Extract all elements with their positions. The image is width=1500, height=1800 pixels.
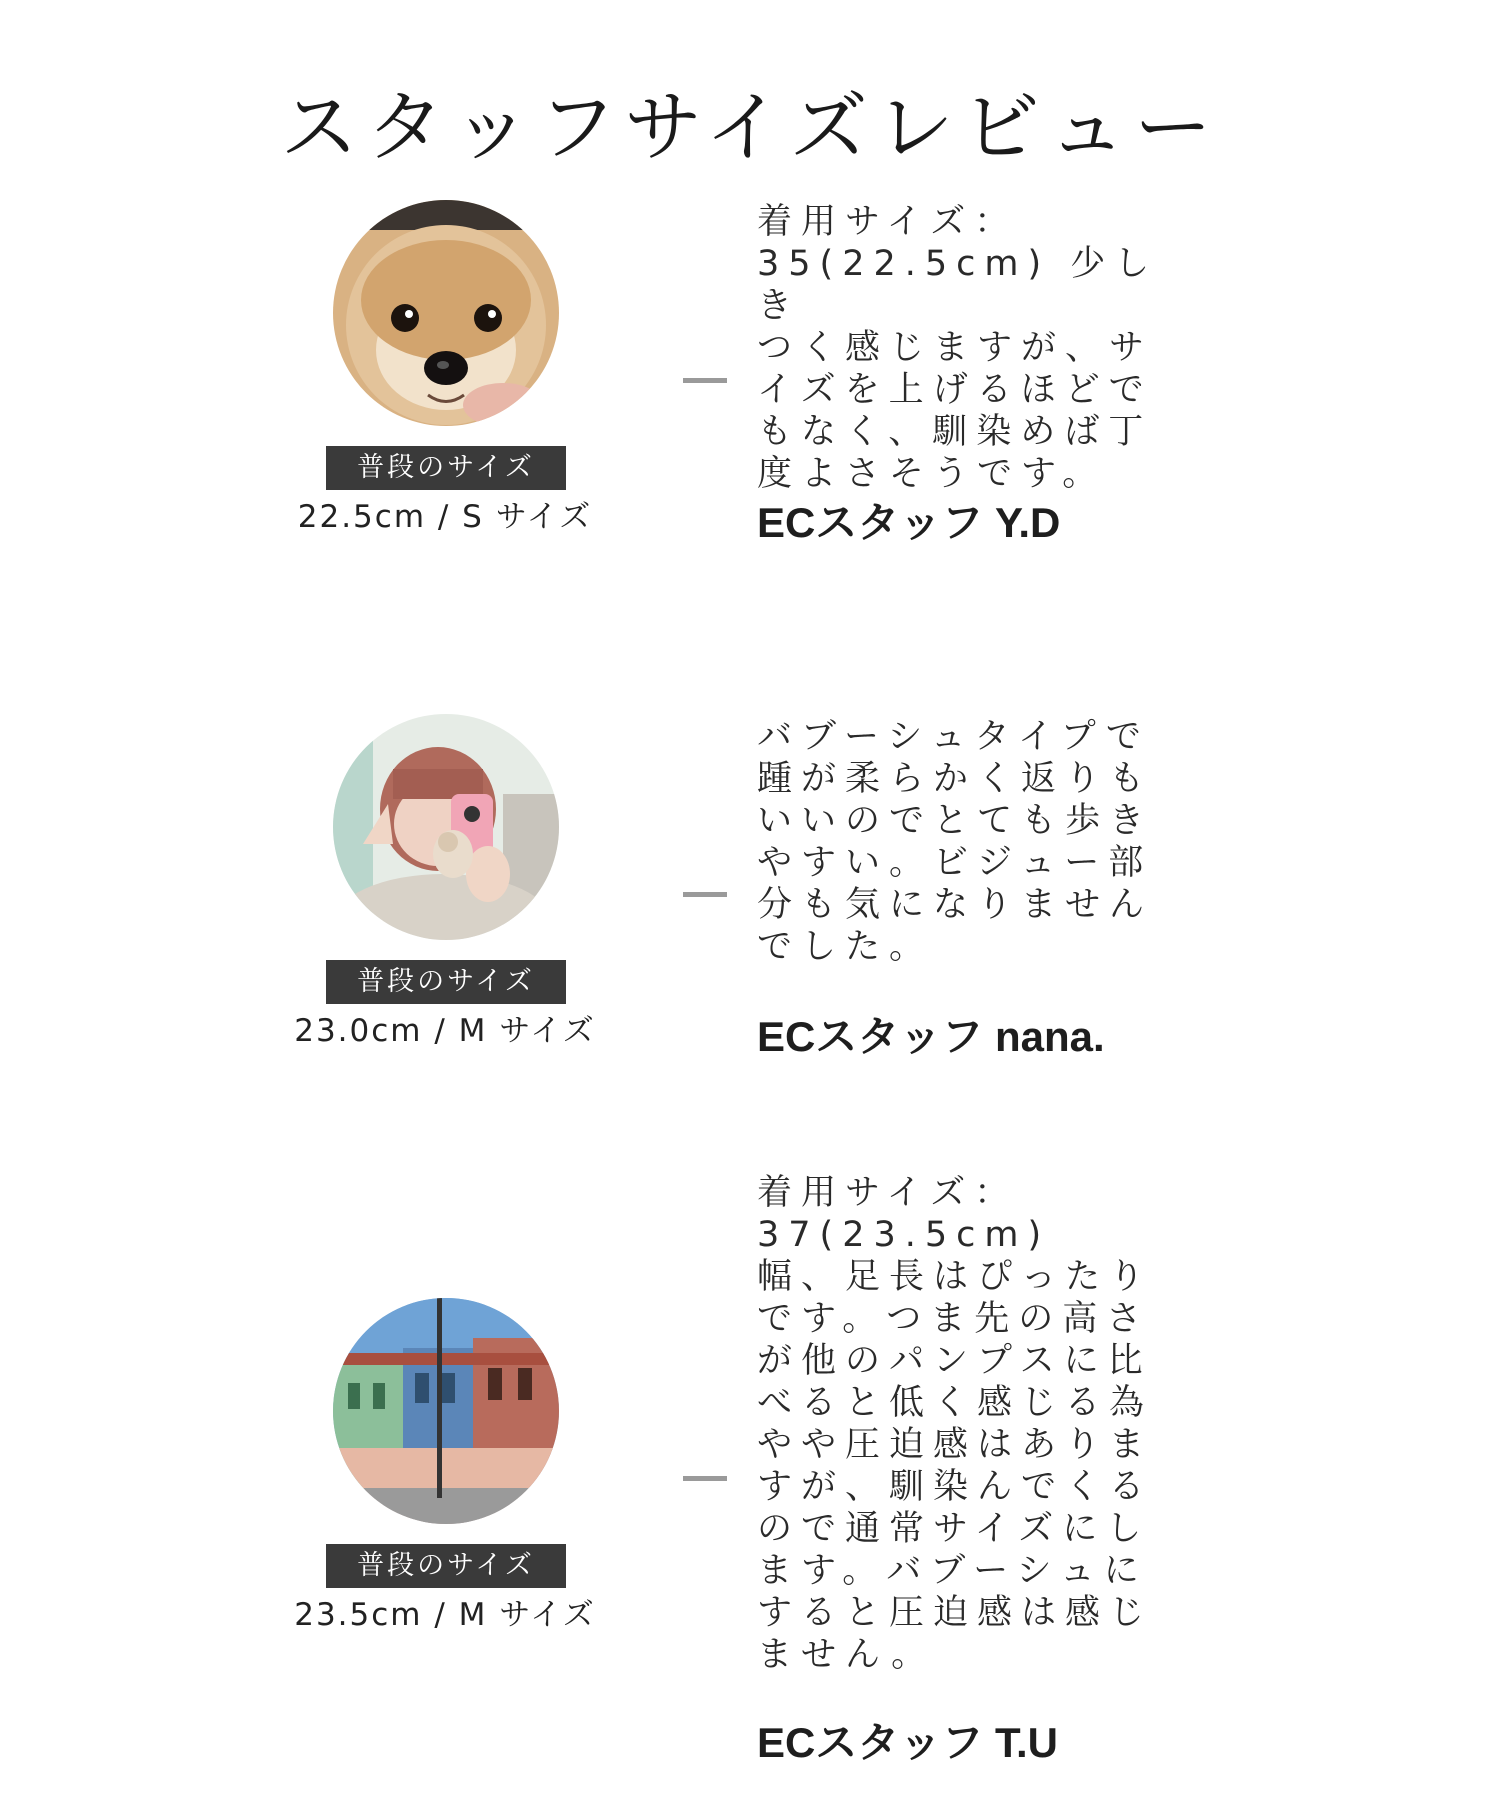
staff-name: ECスタッフ T.U xyxy=(757,1719,1059,1766)
staff-name: ECスタッフ Y.D xyxy=(757,499,1061,546)
divider-dash xyxy=(683,378,727,383)
usual-size-value: 22.5cm / S サイズ xyxy=(297,499,593,535)
avatar xyxy=(333,200,559,426)
review-comment: 着用サイズ： 35(22.5cm) 少しき つく感じますが、サ イズを上げるほどで もなく、馴染めば丁 度よさそうです。 xyxy=(757,202,1159,494)
usual-size-value: 23.5cm / M サイズ xyxy=(294,1597,596,1633)
shophouse-street-photo-icon xyxy=(333,1298,559,1524)
staff-name: ECスタッフ nana. xyxy=(757,1013,1105,1060)
page-title: スタッフサイズレビュー xyxy=(280,83,1220,173)
usual-size-label: 普段のサイズ xyxy=(326,960,566,1004)
avatar xyxy=(333,1298,559,1524)
person-selfie-photo-icon xyxy=(333,714,559,940)
usual-size-label: 普段のサイズ xyxy=(326,446,566,490)
divider-dash xyxy=(683,892,727,897)
pomeranian-dog-photo-icon xyxy=(333,200,559,426)
usual-size-label: 普段のサイズ xyxy=(326,1544,566,1588)
review-comment: 着用サイズ： 37(23.5cm) 幅、足長はぴったり です。つま先の高さ が他のパンプスに比 べると低く感じる為 やや圧迫感はありま すが、馴染んでくる ので通常サイズにし ます。バブーシュに すると圧迫感は感じ ません。 xyxy=(757,1173,1154,1675)
divider-dash xyxy=(683,1476,727,1481)
usual-size-value: 23.0cm / M サイズ xyxy=(294,1013,596,1049)
avatar xyxy=(333,714,559,940)
review-comment: バブーシュタイプで 踵が柔らかく返りも いいのでとても歩き やすい。ビジュー部 分も気になりません でした。 xyxy=(757,717,1154,967)
